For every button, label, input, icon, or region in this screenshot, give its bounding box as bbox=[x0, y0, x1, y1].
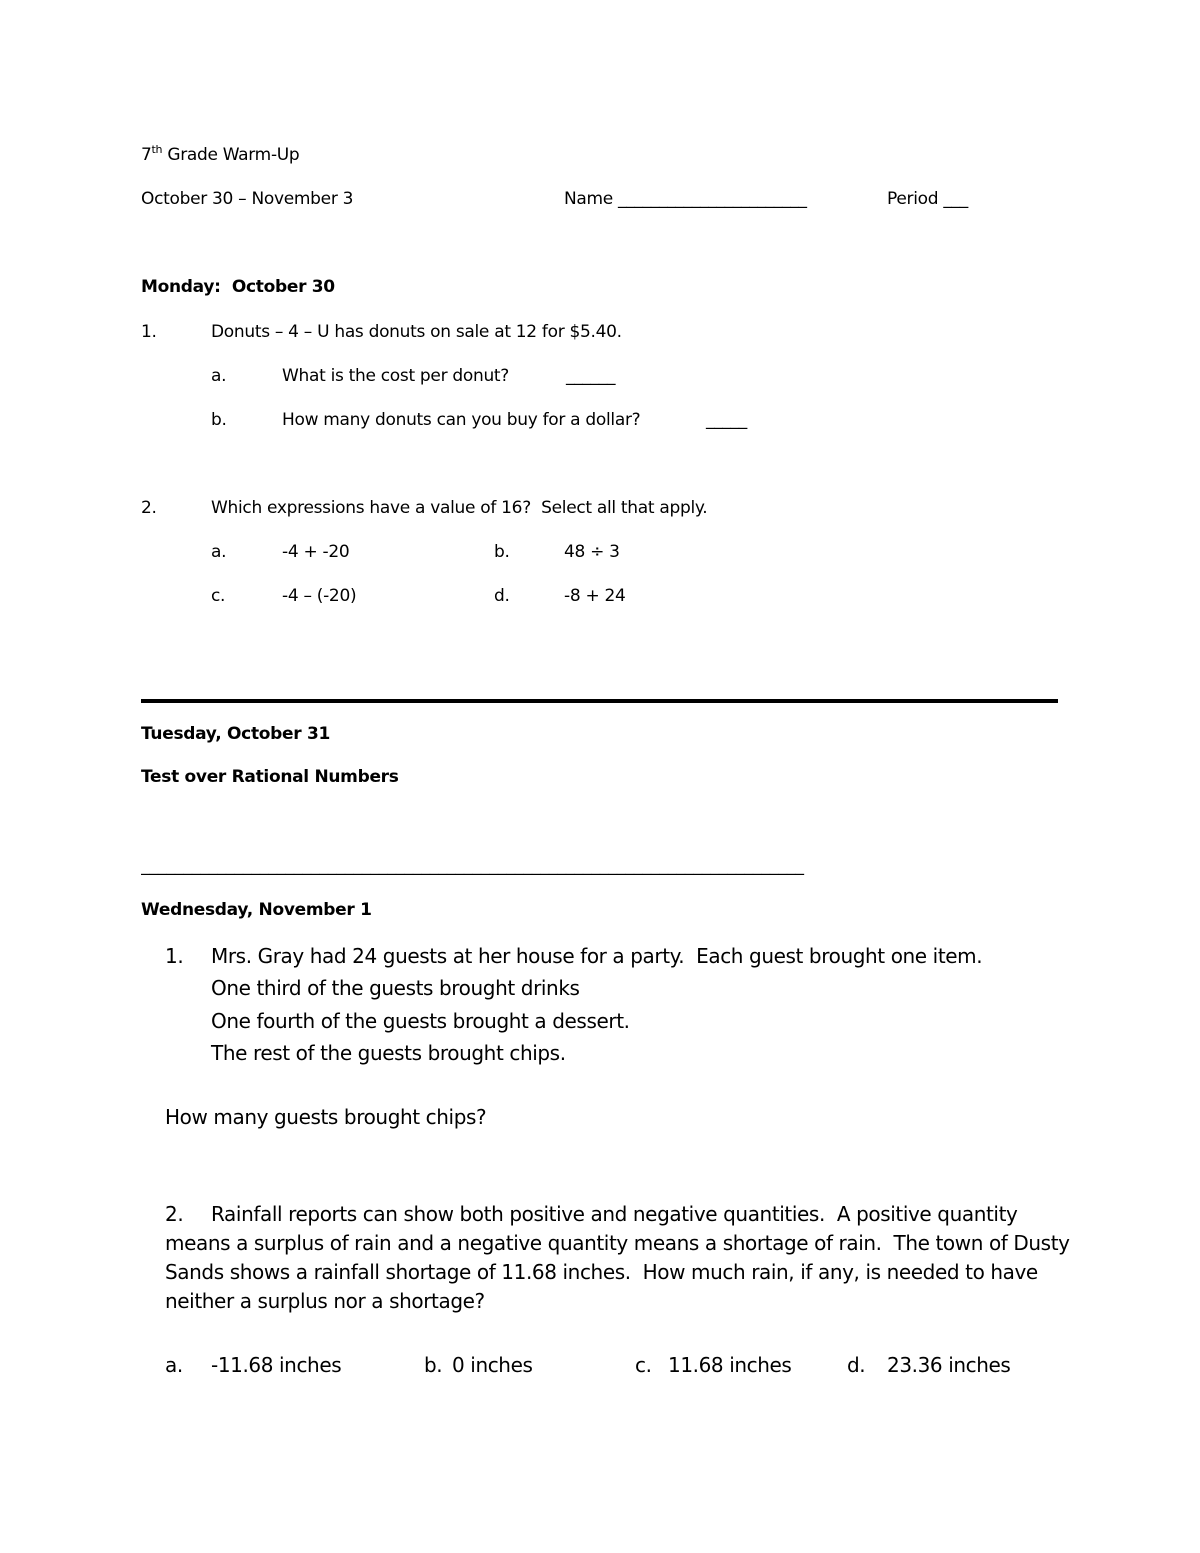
wednesday-q1-number: 1. bbox=[165, 944, 184, 968]
wednesday-q1-line: Mrs. Gray had 24 guests at her house for a party. Each guest brought one item. bbox=[211, 944, 983, 968]
period-field[interactable]: Period ___ bbox=[887, 189, 968, 209]
wednesday-q1-line: One fourth of the guests brought a dessert. bbox=[211, 1009, 630, 1033]
wednesday-q1-line: One third of the guests brought drinks bbox=[211, 976, 580, 1000]
wednesday-q2-line: neither a surplus nor a shortage? bbox=[165, 1289, 485, 1313]
monday-q1b-answer-blank[interactable]: _____ bbox=[706, 410, 748, 430]
wednesday-q2-line: Sands shows a rainfall shortage of 11.68 inches. How much rain, if any, is needed to have bbox=[165, 1260, 1038, 1284]
wednesday-q2-option-text: 11.68 inches bbox=[668, 1353, 792, 1377]
monday-q2-option-text: -8 + 24 bbox=[564, 586, 626, 606]
grade-superscript: th bbox=[151, 143, 163, 156]
monday-q2-option-letter: a. bbox=[211, 542, 227, 562]
monday-q2-option-letter: d. bbox=[494, 586, 510, 606]
monday-q1-number: 1. bbox=[141, 322, 157, 342]
underscore-separator: ______________________________________________________________________________ bbox=[141, 858, 804, 875]
monday-q1a-answer-blank[interactable]: ______ bbox=[566, 366, 616, 386]
wednesday-q2-option-text: -11.68 inches bbox=[211, 1353, 342, 1377]
monday-q2-text: Which expressions have a value of 16? Select all that apply. bbox=[211, 498, 708, 518]
wednesday-q1-question: How many guests brought chips? bbox=[165, 1105, 487, 1129]
wednesday-q2-line: Rainfall reports can show both positive and negative quantities. A positive quantity bbox=[211, 1202, 1018, 1226]
worksheet-title bbox=[141, 143, 300, 165]
name-field[interactable]: Name _______________________ bbox=[564, 189, 807, 209]
monday-q2-option-text: -4 – (-20) bbox=[282, 586, 357, 606]
monday-q1-text: Donuts – 4 – U has donuts on sale at 12 for $5.40. bbox=[211, 322, 622, 342]
wednesday-q2-option-letter: b. bbox=[424, 1353, 443, 1377]
wednesday-heading: Wednesday, November 1 bbox=[141, 900, 372, 920]
section-divider bbox=[141, 699, 1058, 703]
monday-q1b-text: How many donuts can you buy for a dollar? bbox=[282, 410, 641, 430]
tuesday-subheading: Test over Rational Numbers bbox=[141, 767, 399, 787]
wednesday-q2-number: 2. bbox=[165, 1202, 184, 1226]
monday-q2-option-letter: c. bbox=[211, 586, 226, 606]
grade-title-rest: Grade Warm-Up bbox=[162, 145, 300, 165]
monday-q1a-letter: a. bbox=[211, 366, 227, 386]
monday-q2-option-text: 48 ÷ 3 bbox=[564, 542, 620, 562]
wednesday-q2-option-letter: c. bbox=[635, 1353, 652, 1377]
date-range: October 30 – November 3 bbox=[141, 189, 354, 209]
monday-q2-number: 2. bbox=[141, 498, 157, 518]
wednesday-q2-option-letter: d. bbox=[847, 1353, 866, 1377]
wednesday-q2-line: means a surplus of rain and a negative quantity means a shortage of rain. The town of Dusty bbox=[165, 1231, 1070, 1255]
wednesday-q2-option-text: 0 inches bbox=[452, 1353, 533, 1377]
monday-q1b-letter: b. bbox=[211, 410, 227, 430]
tuesday-heading: Tuesday, October 31 bbox=[141, 724, 331, 744]
monday-q2-option-letter: b. bbox=[494, 542, 510, 562]
wednesday-q2-option-text: 23.36 inches bbox=[887, 1353, 1011, 1377]
grade-number: 7 bbox=[141, 145, 152, 165]
wednesday-q2-option-letter: a. bbox=[165, 1353, 183, 1377]
wednesday-q1-line: The rest of the guests brought chips. bbox=[211, 1041, 566, 1065]
monday-q2-option-text: -4 + -20 bbox=[282, 542, 350, 562]
monday-q1a-text: What is the cost per donut? bbox=[282, 366, 510, 386]
monday-heading: Monday: October 30 bbox=[141, 277, 335, 297]
